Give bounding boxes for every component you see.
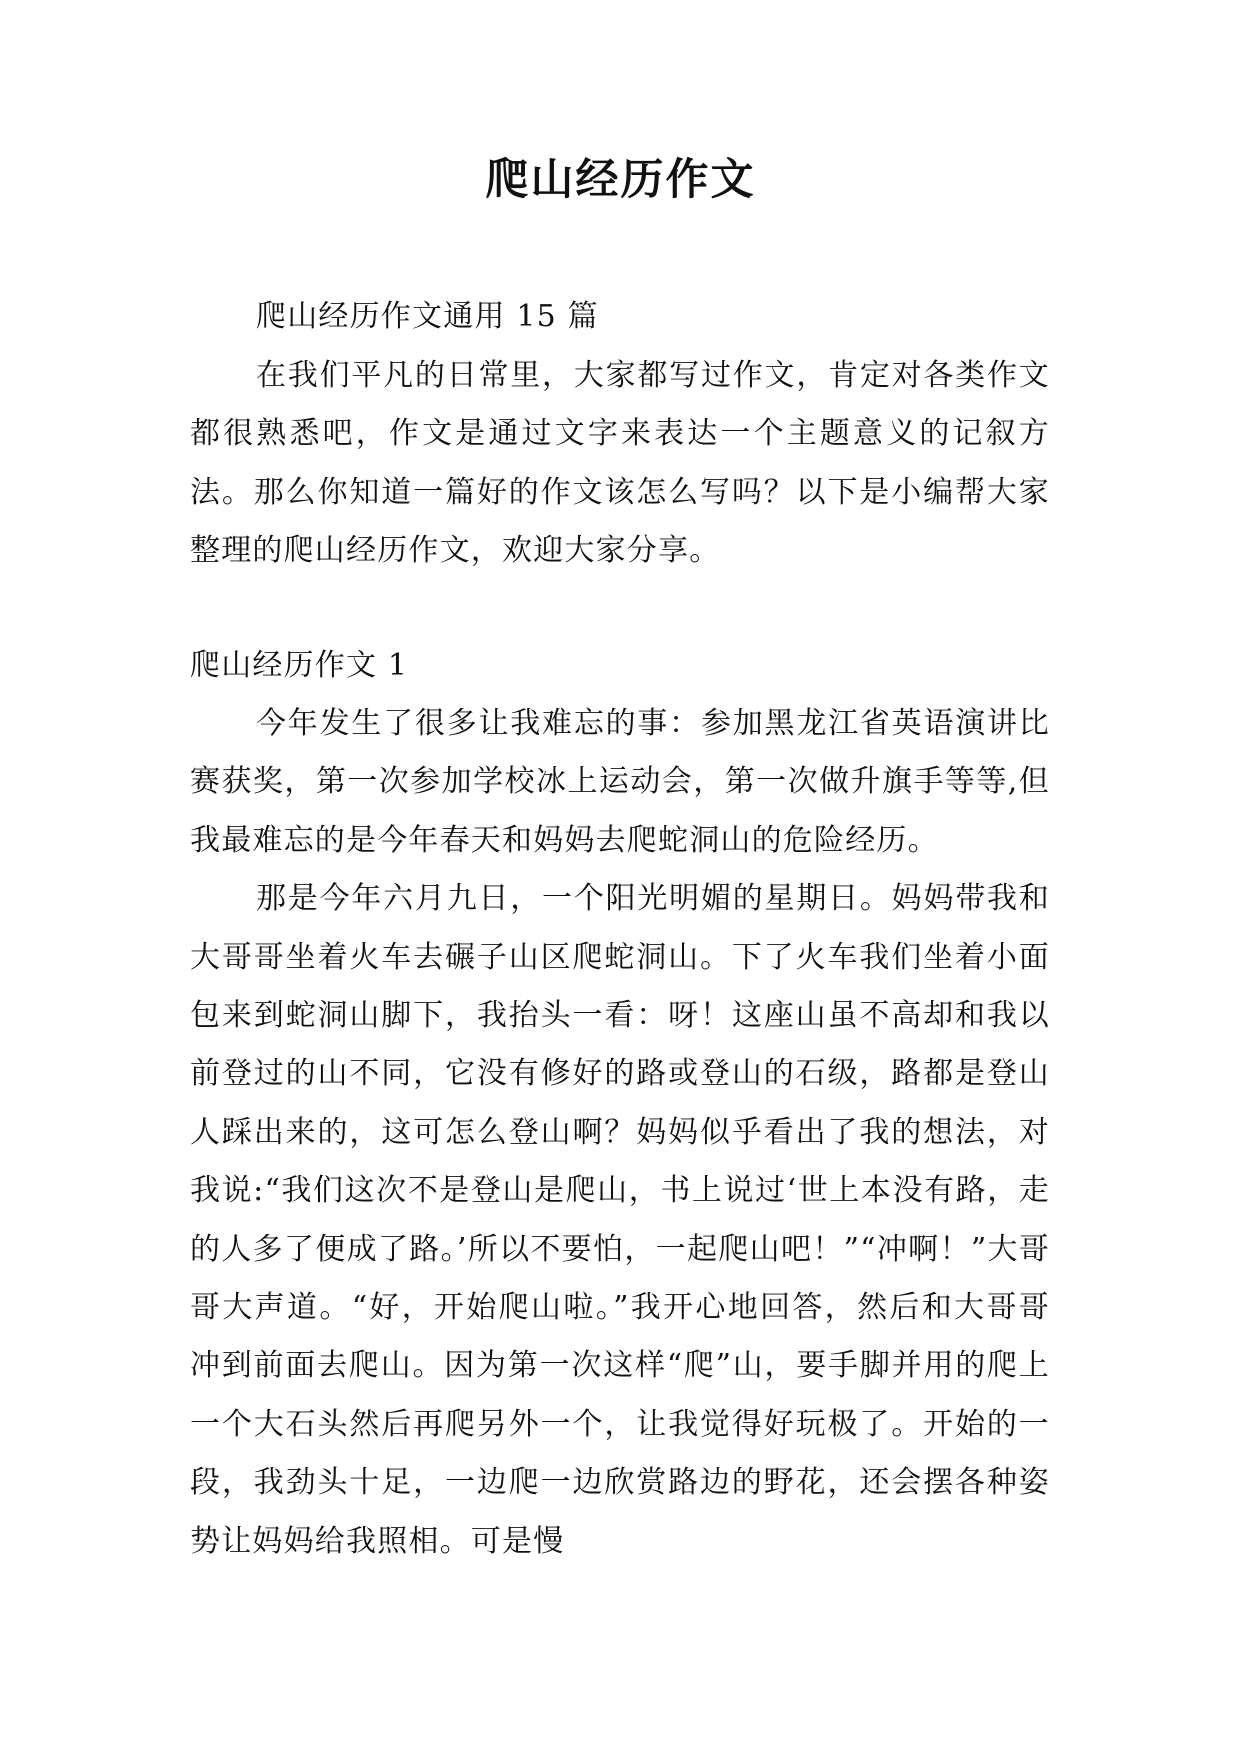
intro-paragraph: 在我们平凡的日常里，大家都写过作文，肯定对各类作文都很熟悉吧，作文是通过文字来表达一个主题意义的记叙方法。那么你知道一篇好的作文该怎么写吗？以下是小编帮大家整理的爬山经历作文，欢迎大家分享。	[190, 358, 1050, 569]
section-heading: 爬山经历作文 1	[190, 648, 409, 683]
essay-body	[190, 695, 1050, 1571]
document-subtitle: 爬山经历作文通用 15 篇	[256, 299, 599, 334]
document-title: 爬山经历作文	[485, 155, 756, 205]
essay-paragraph: 那是今年六月九日，一个阳光明媚的星期日。妈妈带我和大哥哥坐着火车去碾子山区爬蛇洞山。下了火车我们坐着小面包来到蛇洞山脚下，我抬头一看：呀！这座山虽不高却和我以前登过的山不同，它没有修好的路或登山的石级，路都是登山人踩出来的，这可怎么登山啊？妈妈似乎看出了我的想法，对我说:“我们这次不是登山是爬山，书上说过‘世上本没有路，走的人多了便成了路。’所以不要怕，一起爬山吧！”“冲啊！”大哥哥大声道。“好，开始爬山啦。”我开心地回答，然后和大哥哥冲到前面去爬山。因为第一次这样“爬”山，要手脚并用的爬上一个大石头然后再爬另外一个，让我觉得好玩极了。开始的一段，我劲头十足，一边爬一边欣赏路边的野花，还会摆各种姿势让妈妈给我照相。可是慢	[190, 881, 1050, 1559]
intro-block	[190, 347, 1050, 581]
essay-paragraph: 今年发生了很多让我难忘的事：参加黑龙江省英语演讲比赛获奖，第一次参加学校冰上运动会，第一次做升旗手等等,但我最难忘的是今年春天和妈妈去爬蛇洞山的危险经历。	[190, 706, 1050, 858]
